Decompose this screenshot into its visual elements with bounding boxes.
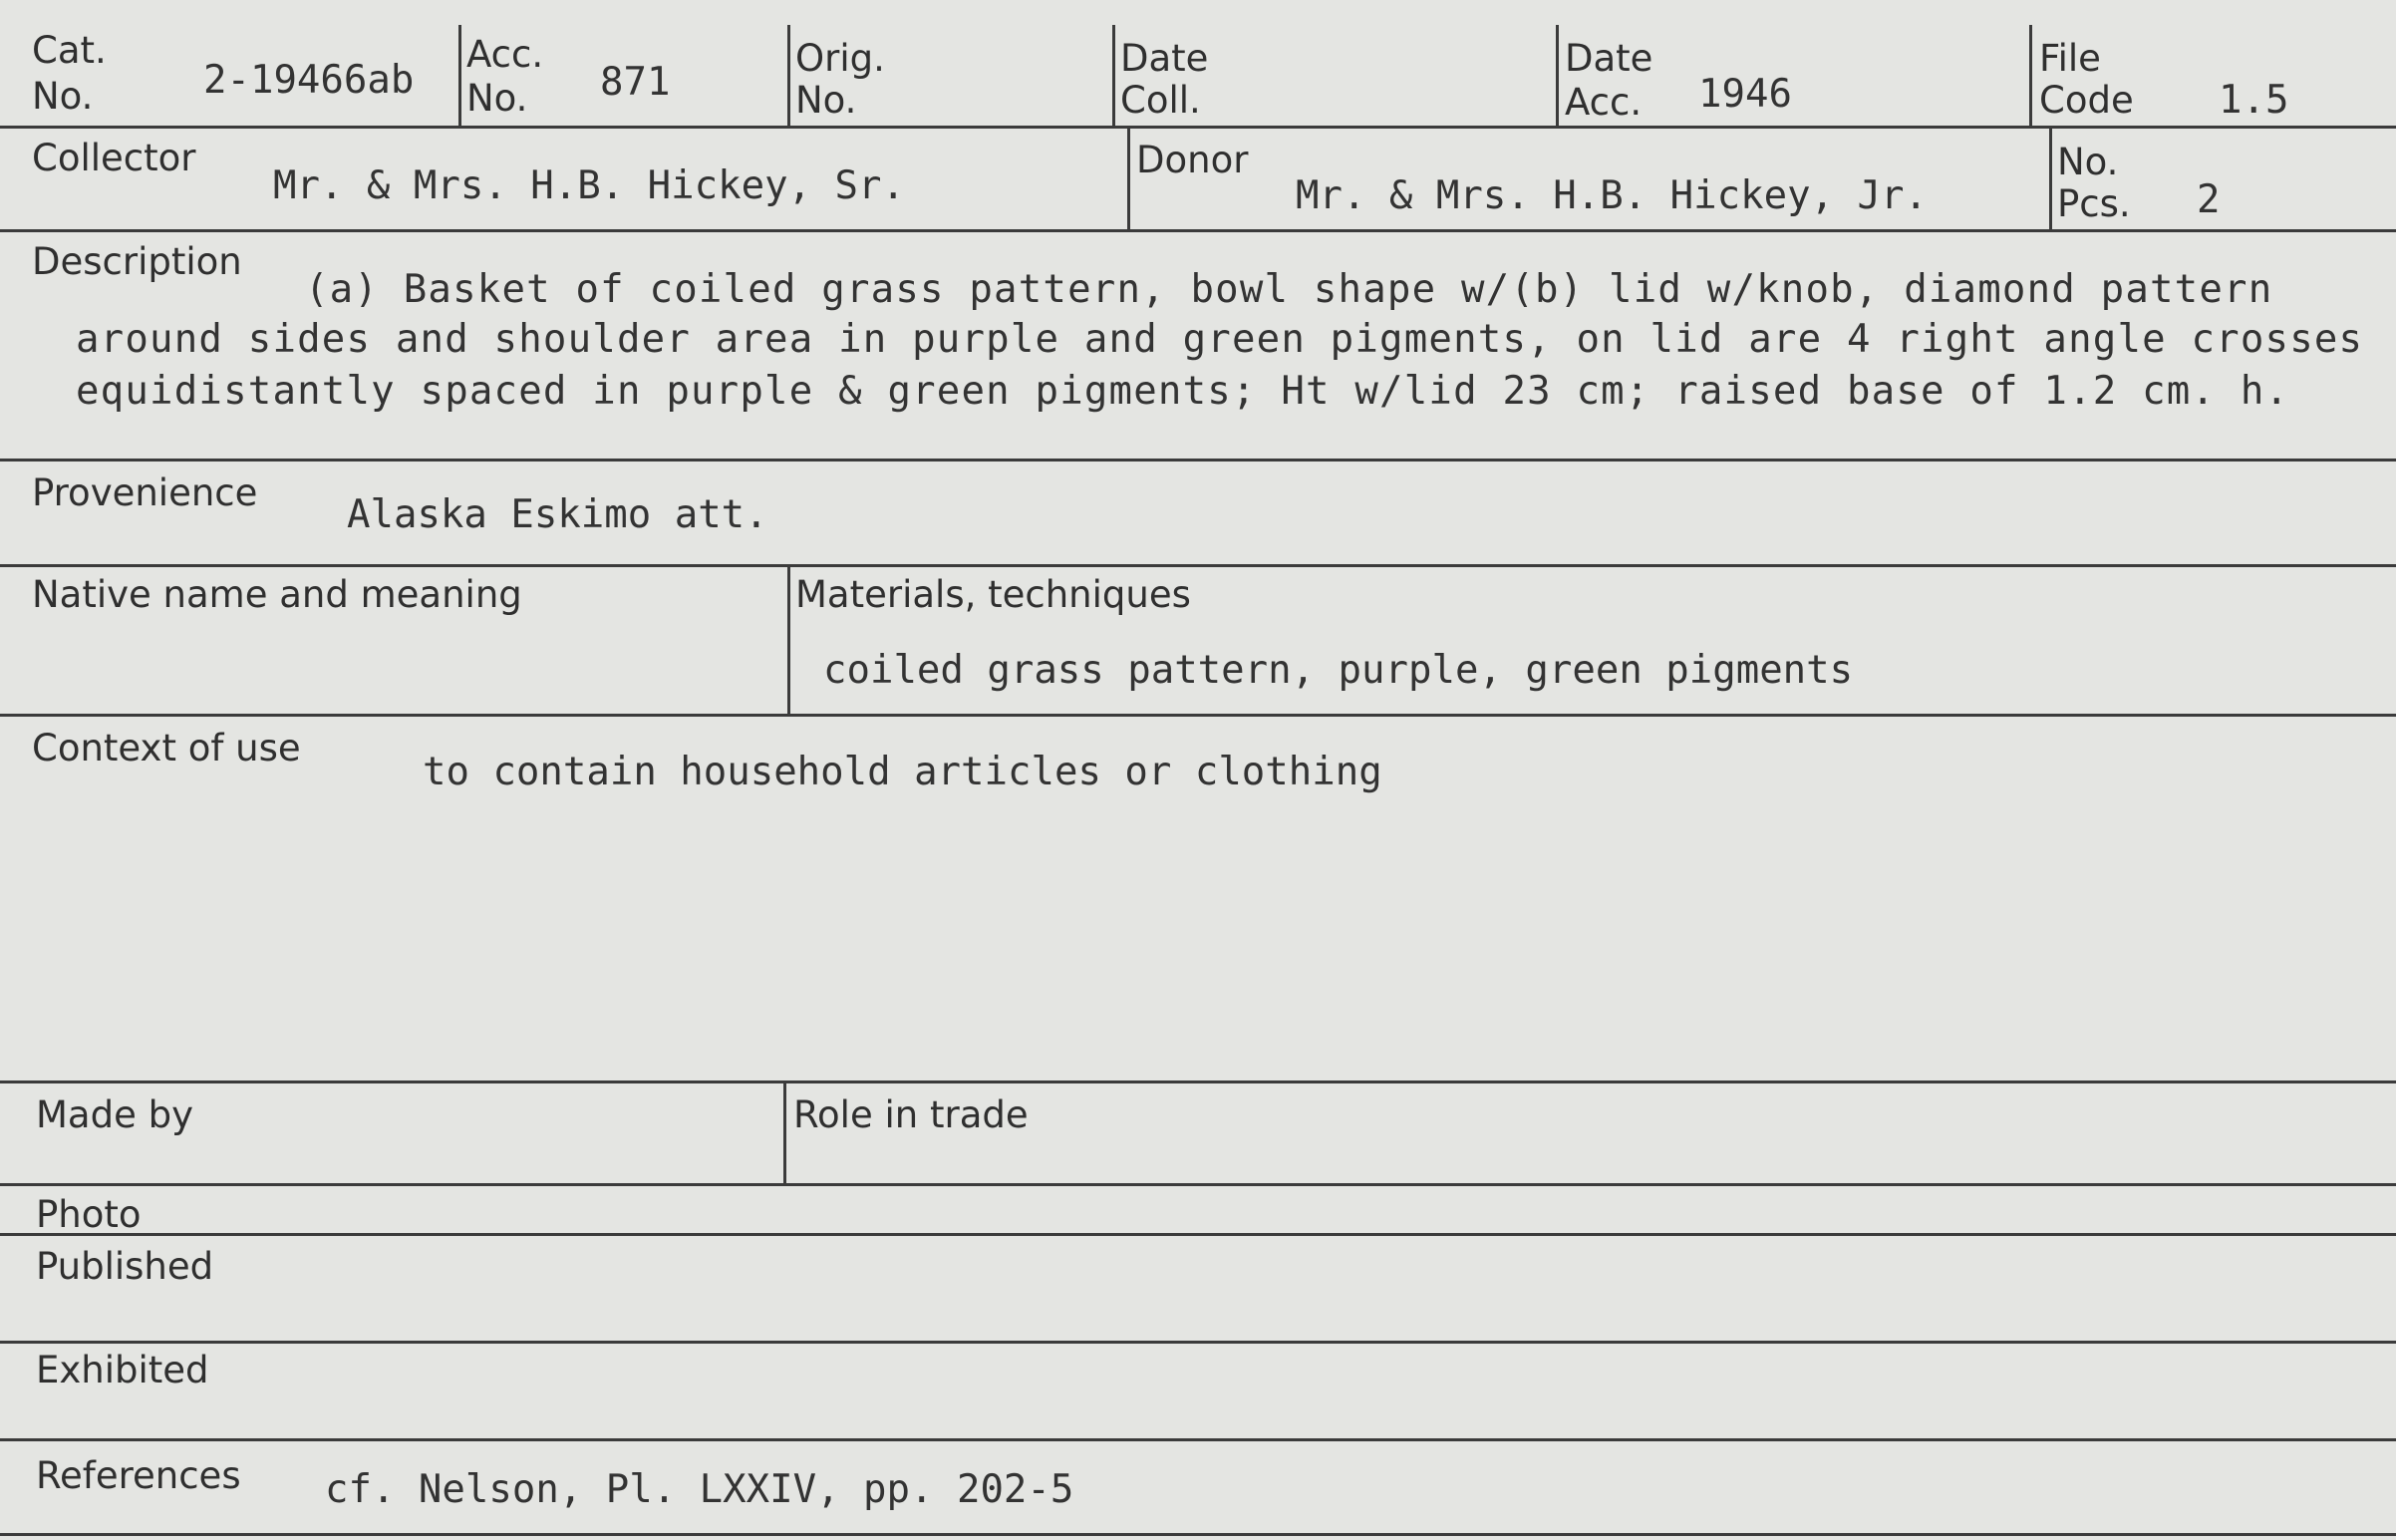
file-code-label-2: Code (2039, 79, 2134, 122)
date-acc-label: Date (1565, 37, 1653, 80)
rule-context (0, 1080, 2396, 1083)
description-line-2: around sides and shoulder area in purple and green pigments, on lid are 4 right angle crosses (76, 317, 2364, 362)
rule-bottom (0, 1533, 2396, 1536)
rule-collector (0, 229, 2396, 232)
date-acc-value: 1946 (1698, 72, 1792, 117)
description-line-1: (a) Basket of coiled grass pattern, bowl shape w/(b) lid w/knob, diamond pattern (305, 267, 2273, 312)
context-value: to contain household articles or clothing (423, 750, 1382, 794)
collector-value: Mr. & Mrs. H.B. Hickey, Sr. (273, 163, 905, 208)
divider-orig-datecoll (1112, 25, 1115, 126)
made-by-label: Made by (36, 1093, 193, 1136)
collector-label: Collector (32, 137, 196, 179)
no-pcs-label-2: Pcs. (2057, 182, 2131, 225)
rule-description (0, 459, 2396, 462)
cat-no-label-2: No. (32, 75, 94, 118)
divider-madeby-role (783, 1080, 786, 1183)
rule-provenience (0, 564, 2396, 567)
orig-no-label: Orig. (795, 37, 885, 80)
divider-cat-acc (458, 25, 461, 126)
rule-materials (0, 714, 2396, 717)
rule-top (0, 126, 2396, 129)
divider-donor-pcs (2049, 126, 2052, 229)
materials-label: Materials, techniques (795, 573, 1191, 616)
exhibited-label: Exhibited (36, 1349, 209, 1391)
native-name-label: Native name and meaning (32, 573, 522, 616)
materials-value: coiled grass pattern, purple, green pigments (823, 648, 1854, 693)
rule-photo (0, 1233, 2396, 1236)
orig-no-label-2: No. (795, 79, 857, 122)
date-coll-label: Date (1120, 37, 1209, 80)
file-code-label: File (2039, 37, 2101, 80)
description-line-3: equidistantly spaced in purple & green pigments; Ht w/lid 23 cm; raised base of 1.2 cm. h. (76, 369, 2290, 414)
acc-no-label: Acc. (466, 33, 544, 76)
role-in-trade-label: Role in trade (793, 1093, 1029, 1136)
photo-label: Photo (36, 1193, 142, 1236)
donor-value: Mr. & Mrs. H.B. Hickey, Jr. (1296, 173, 1928, 218)
cat-no-label: Cat. (32, 29, 107, 72)
context-label: Context of use (32, 727, 301, 770)
references-label: References (36, 1454, 241, 1497)
published-label: Published (36, 1245, 214, 1288)
provenience-value: Alaska Eskimo att. (347, 492, 768, 537)
rule-published (0, 1341, 2396, 1344)
date-acc-label-2: Acc. (1565, 81, 1643, 124)
cat-no-value: 2-19466ab (203, 58, 415, 103)
no-pcs-label: No. (2057, 141, 2119, 183)
divider-datecoll-dateacc (1556, 25, 1559, 126)
divider-collector-donor (1127, 126, 1130, 229)
rule-made-by (0, 1183, 2396, 1186)
references-value: cf. Nelson, Pl. LXXIV, pp. 202-5 (325, 1467, 1074, 1512)
file-code-value: 1.5 (2219, 78, 2289, 123)
description-label: Description (32, 240, 242, 283)
date-coll-label-2: Coll. (1120, 79, 1201, 122)
acc-no-value: 871 (600, 60, 671, 105)
no-pcs-value: 2 (2197, 177, 2221, 222)
donor-label: Donor (1136, 139, 1249, 181)
provenience-label: Provenience (32, 471, 258, 514)
acc-no-label-2: No. (466, 77, 528, 120)
divider-dateacc-filecode (2029, 25, 2032, 126)
divider-acc-orig (787, 25, 790, 126)
rule-exhibited (0, 1438, 2396, 1441)
divider-native-materials (787, 564, 790, 714)
